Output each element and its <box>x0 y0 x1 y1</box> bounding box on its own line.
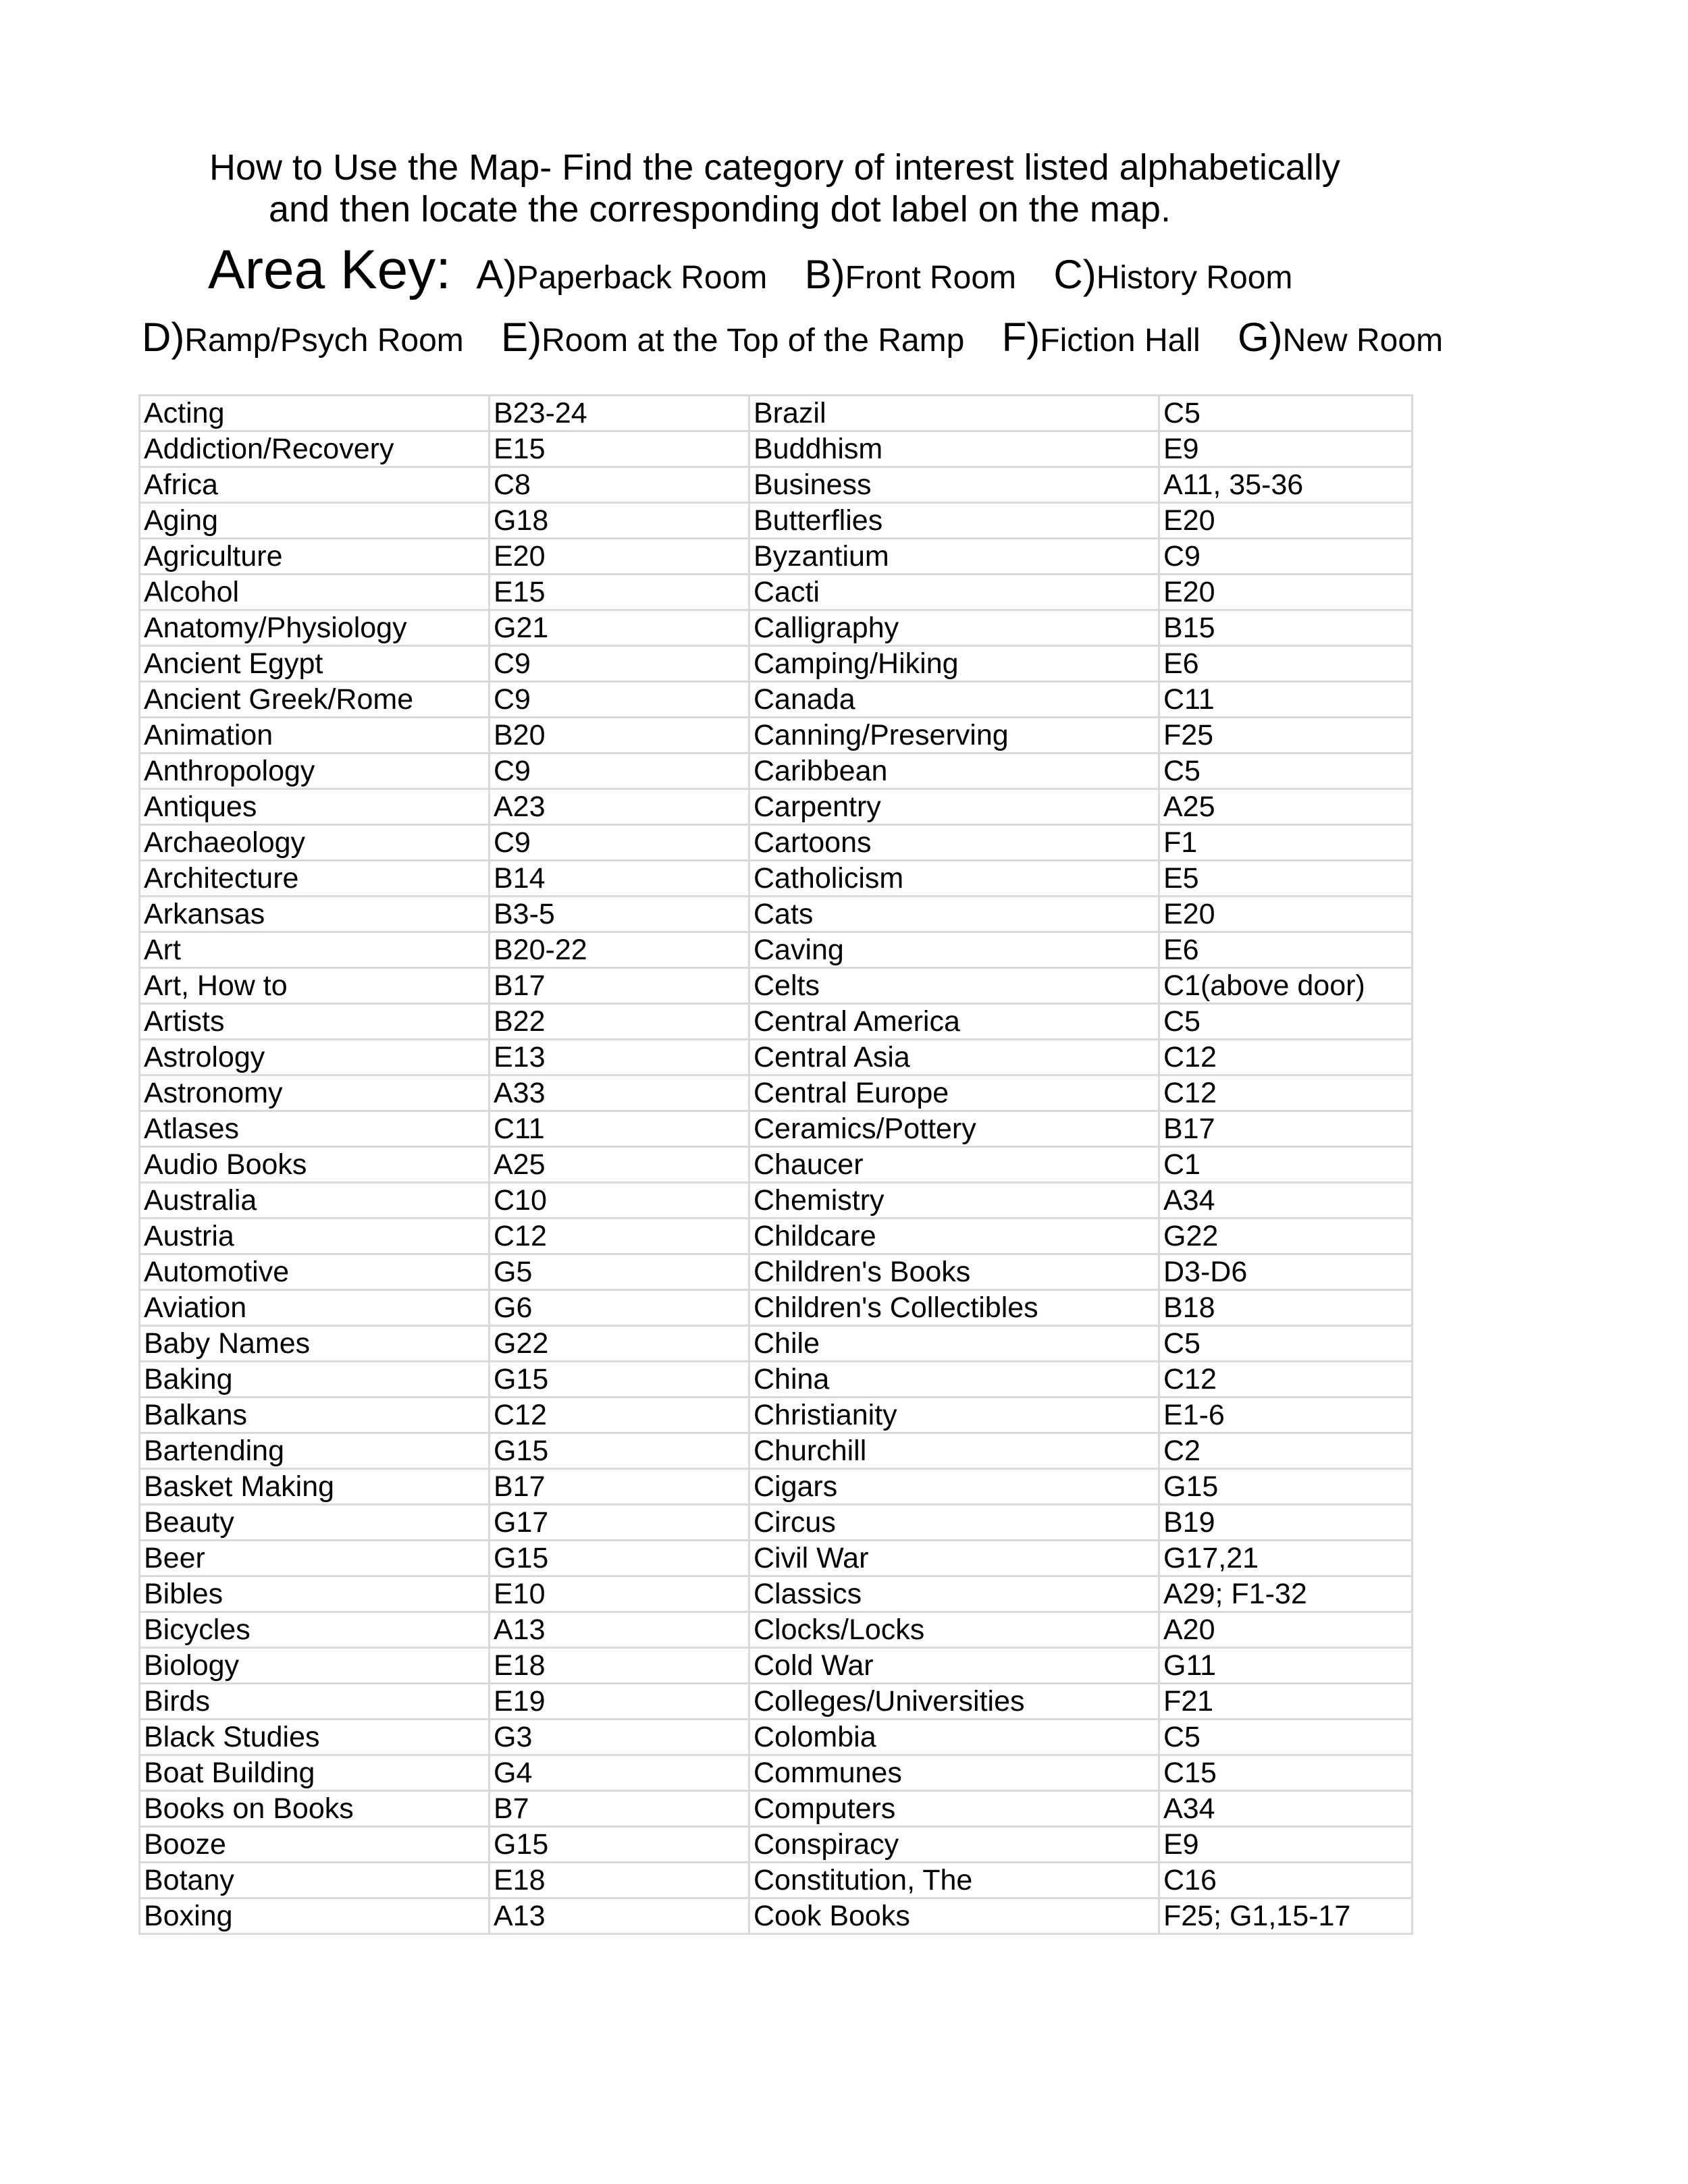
location-cell: A34 <box>1159 1183 1413 1219</box>
location-cell: A33 <box>490 1075 749 1111</box>
area-key-line-1 <box>208 239 1321 305</box>
category-cell: Astronomy <box>140 1075 490 1111</box>
table-row <box>140 753 1413 789</box>
category-cell: Art <box>140 932 490 968</box>
table-row <box>140 897 1413 932</box>
category-cell: Central Europe <box>749 1075 1159 1111</box>
category-cell: Balkans <box>140 1397 490 1433</box>
instructions-line-1: How to Use the Map- Find the category of interest listed alphabetically <box>209 147 1340 188</box>
location-cell: E6 <box>1159 932 1413 968</box>
category-index-body <box>140 396 1413 1934</box>
category-cell: Colleges/Universities <box>749 1684 1159 1720</box>
table-row <box>140 789 1413 825</box>
location-cell: G15 <box>490 1433 749 1469</box>
table-row <box>140 1075 1413 1111</box>
table-row <box>140 1827 1413 1863</box>
location-cell: G22 <box>490 1326 749 1362</box>
category-cell: Catholicism <box>749 861 1159 897</box>
location-cell: G11 <box>1159 1648 1413 1684</box>
location-cell: B14 <box>490 861 749 897</box>
location-cell: A25 <box>490 1147 749 1183</box>
category-cell: Beer <box>140 1541 490 1576</box>
category-cell: Architecture <box>140 861 490 897</box>
category-cell: Central America <box>749 1004 1159 1040</box>
location-cell: G15 <box>490 1362 749 1397</box>
category-cell: Atlases <box>140 1111 490 1147</box>
category-cell: Business <box>749 467 1159 503</box>
category-cell: Butterflies <box>749 503 1159 539</box>
category-cell: Buddhism <box>749 431 1159 467</box>
category-cell: Botany <box>140 1863 490 1898</box>
location-cell: B22 <box>490 1004 749 1040</box>
area-key-room-b: B)Front Room <box>804 252 1017 297</box>
table-row <box>140 861 1413 897</box>
category-cell: Books on Books <box>140 1791 490 1827</box>
category-cell: Brazil <box>749 396 1159 431</box>
table-row <box>140 539 1413 575</box>
category-cell: Arkansas <box>140 897 490 932</box>
table-row <box>140 1720 1413 1755</box>
category-cell: Colombia <box>749 1720 1159 1755</box>
location-cell: C11 <box>1159 682 1413 718</box>
category-cell: Antiques <box>140 789 490 825</box>
category-cell: Communes <box>749 1755 1159 1791</box>
location-cell: C5 <box>1159 396 1413 431</box>
category-cell: Classics <box>749 1576 1159 1612</box>
category-cell: Boxing <box>140 1898 490 1934</box>
location-cell: F1 <box>1159 825 1413 861</box>
location-cell: C9 <box>490 646 749 682</box>
location-cell: B17 <box>1159 1111 1413 1147</box>
table-row <box>140 932 1413 968</box>
location-cell: C9 <box>490 825 749 861</box>
location-cell: A34 <box>1159 1791 1413 1827</box>
category-cell: Audio Books <box>140 1147 490 1183</box>
area-key-room-a: A)Paperback Room <box>476 252 768 297</box>
location-cell: A20 <box>1159 1612 1413 1648</box>
category-cell: Chemistry <box>749 1183 1159 1219</box>
location-cell: A23 <box>490 789 749 825</box>
location-cell: C5 <box>1159 1326 1413 1362</box>
table-row <box>140 1362 1413 1397</box>
location-cell: C12 <box>1159 1362 1413 1397</box>
location-cell: C10 <box>490 1183 749 1219</box>
category-cell: Cats <box>749 897 1159 932</box>
table-row <box>140 1290 1413 1326</box>
location-cell: F25; G1,15-17 <box>1159 1898 1413 1934</box>
category-cell: Baking <box>140 1362 490 1397</box>
table-row <box>140 1147 1413 1183</box>
category-cell: Ancient Greek/Rome <box>140 682 490 718</box>
category-cell: Australia <box>140 1183 490 1219</box>
table-row <box>140 646 1413 682</box>
category-cell: Africa <box>140 467 490 503</box>
category-cell: Cigars <box>749 1469 1159 1505</box>
category-cell: Bibles <box>140 1576 490 1612</box>
location-cell: E15 <box>490 575 749 610</box>
area-key-room-d: D)Ramp/Psych Room <box>142 315 464 360</box>
area-key-room-c: C)History Room <box>1053 252 1293 297</box>
location-cell: G4 <box>490 1755 749 1791</box>
category-cell: Booze <box>140 1827 490 1863</box>
table-row <box>140 431 1413 467</box>
location-cell: B15 <box>1159 610 1413 646</box>
table-row <box>140 1791 1413 1827</box>
location-cell: G17,21 <box>1159 1541 1413 1576</box>
category-cell: Children's Collectibles <box>749 1290 1159 1326</box>
category-cell: Baby Names <box>140 1326 490 1362</box>
location-cell: C9 <box>490 682 749 718</box>
location-cell: G6 <box>490 1290 749 1326</box>
category-cell: Clocks/Locks <box>749 1612 1159 1648</box>
category-cell: Caving <box>749 932 1159 968</box>
table-row <box>140 396 1413 431</box>
category-cell: Aviation <box>140 1290 490 1326</box>
location-cell: E19 <box>490 1684 749 1720</box>
category-cell: Aging <box>140 503 490 539</box>
category-cell: China <box>749 1362 1159 1397</box>
table-row <box>140 610 1413 646</box>
category-index-table <box>138 394 1413 1935</box>
category-cell: Caribbean <box>749 753 1159 789</box>
location-cell: C12 <box>1159 1040 1413 1075</box>
instructions-line-2: and then locate the corresponding dot label on the map. <box>269 189 1171 230</box>
location-cell: E20 <box>1159 575 1413 610</box>
location-cell: C1 <box>1159 1147 1413 1183</box>
table-row <box>140 1111 1413 1147</box>
category-cell: Biology <box>140 1648 490 1684</box>
location-cell: A13 <box>490 1612 749 1648</box>
category-cell: Cacti <box>749 575 1159 610</box>
location-cell: C12 <box>490 1219 749 1254</box>
location-cell: F25 <box>1159 718 1413 753</box>
category-cell: Beauty <box>140 1505 490 1541</box>
table-row <box>140 718 1413 753</box>
category-cell: Christianity <box>749 1397 1159 1433</box>
category-cell: Artists <box>140 1004 490 1040</box>
table-row <box>140 1863 1413 1898</box>
location-cell: E20 <box>1159 897 1413 932</box>
category-cell: Archaeology <box>140 825 490 861</box>
category-cell: Automotive <box>140 1254 490 1290</box>
location-cell: B3-5 <box>490 897 749 932</box>
table-row <box>140 968 1413 1004</box>
location-cell: C1(above door) <box>1159 968 1413 1004</box>
table-row <box>140 503 1413 539</box>
location-cell: C5 <box>1159 753 1413 789</box>
table-row <box>140 1576 1413 1612</box>
location-cell: E1-6 <box>1159 1397 1413 1433</box>
location-cell: C8 <box>490 467 749 503</box>
location-cell: A11, 35-36 <box>1159 467 1413 503</box>
category-cell: Acting <box>140 396 490 431</box>
location-cell: E9 <box>1159 1827 1413 1863</box>
category-cell: Art, How to <box>140 968 490 1004</box>
table-row <box>140 1648 1413 1684</box>
location-cell: G3 <box>490 1720 749 1755</box>
location-cell: A25 <box>1159 789 1413 825</box>
table-row <box>140 1612 1413 1648</box>
category-cell: Boat Building <box>140 1755 490 1791</box>
location-cell: E20 <box>1159 503 1413 539</box>
location-cell: B17 <box>490 968 749 1004</box>
location-cell: C11 <box>490 1111 749 1147</box>
location-cell: A29; F1-32 <box>1159 1576 1413 1612</box>
table-row <box>140 1684 1413 1720</box>
location-cell: E20 <box>490 539 749 575</box>
category-cell: Anthropology <box>140 753 490 789</box>
table-row <box>140 1326 1413 1362</box>
table-row <box>140 682 1413 718</box>
category-cell: Canada <box>749 682 1159 718</box>
category-cell: Bicycles <box>140 1612 490 1648</box>
category-cell: Cold War <box>749 1648 1159 1684</box>
location-cell: C5 <box>1159 1720 1413 1755</box>
location-cell: C12 <box>490 1397 749 1433</box>
location-cell: B20-22 <box>490 932 749 968</box>
table-row <box>140 1898 1413 1934</box>
area-key-room-e: E)Room at the Top of the Ramp <box>501 315 965 360</box>
category-cell: Animation <box>140 718 490 753</box>
table-row <box>140 825 1413 861</box>
table-row <box>140 1541 1413 1576</box>
category-cell: Cook Books <box>749 1898 1159 1934</box>
category-cell: Alcohol <box>140 575 490 610</box>
category-cell: Canning/Preserving <box>749 718 1159 753</box>
location-cell: C9 <box>1159 539 1413 575</box>
location-cell: B7 <box>490 1791 749 1827</box>
location-cell: G17 <box>490 1505 749 1541</box>
category-cell: Austria <box>140 1219 490 1254</box>
table-row <box>140 1505 1413 1541</box>
category-cell: Carpentry <box>749 789 1159 825</box>
location-cell: B20 <box>490 718 749 753</box>
category-cell: Constitution, The <box>749 1863 1159 1898</box>
category-cell: Circus <box>749 1505 1159 1541</box>
location-cell: E13 <box>490 1040 749 1075</box>
table-row <box>140 1755 1413 1791</box>
category-cell: Byzantium <box>749 539 1159 575</box>
category-cell: Basket Making <box>140 1469 490 1505</box>
location-cell: G15 <box>490 1827 749 1863</box>
location-cell: E18 <box>490 1863 749 1898</box>
location-cell: G18 <box>490 503 749 539</box>
location-cell: G22 <box>1159 1219 1413 1254</box>
category-cell: Churchill <box>749 1433 1159 1469</box>
table-row <box>140 575 1413 610</box>
location-cell: C12 <box>1159 1075 1413 1111</box>
location-cell: B17 <box>490 1469 749 1505</box>
category-cell: Camping/Hiking <box>749 646 1159 682</box>
location-cell: G15 <box>490 1541 749 1576</box>
category-cell: Computers <box>749 1791 1159 1827</box>
category-cell: Black Studies <box>140 1720 490 1755</box>
location-cell: G5 <box>490 1254 749 1290</box>
category-cell: Chaucer <box>749 1147 1159 1183</box>
location-cell: C9 <box>490 753 749 789</box>
location-cell: B23-24 <box>490 396 749 431</box>
location-cell: C16 <box>1159 1863 1413 1898</box>
category-cell: Ancient Egypt <box>140 646 490 682</box>
location-cell: C5 <box>1159 1004 1413 1040</box>
location-cell: G21 <box>490 610 749 646</box>
table-row <box>140 1433 1413 1469</box>
category-cell: Childcare <box>749 1219 1159 1254</box>
category-cell: Celts <box>749 968 1159 1004</box>
category-cell: Chile <box>749 1326 1159 1362</box>
table-row <box>140 467 1413 503</box>
location-cell: E5 <box>1159 861 1413 897</box>
table-row <box>140 1469 1413 1505</box>
table-row <box>140 1219 1413 1254</box>
table-row <box>140 1254 1413 1290</box>
category-cell: Children's Books <box>749 1254 1159 1290</box>
location-cell: D3-D6 <box>1159 1254 1413 1290</box>
location-cell: E10 <box>490 1576 749 1612</box>
category-cell: Bartending <box>140 1433 490 1469</box>
category-cell: Calligraphy <box>749 610 1159 646</box>
location-cell: E6 <box>1159 646 1413 682</box>
area-key-title: Area Key: <box>208 239 452 300</box>
location-cell: C2 <box>1159 1433 1413 1469</box>
category-cell: Civil War <box>749 1541 1159 1576</box>
location-cell: E9 <box>1159 431 1413 467</box>
area-key-room-g: G)New Room <box>1238 315 1444 360</box>
category-cell: Central Asia <box>749 1040 1159 1075</box>
category-cell: Birds <box>140 1684 490 1720</box>
area-key-line-2 <box>142 311 1471 368</box>
table-row <box>140 1397 1413 1433</box>
category-cell: Cartoons <box>749 825 1159 861</box>
category-cell: Astrology <box>140 1040 490 1075</box>
location-cell: E15 <box>490 431 749 467</box>
location-cell: B18 <box>1159 1290 1413 1326</box>
location-cell: E18 <box>490 1648 749 1684</box>
location-cell: C15 <box>1159 1755 1413 1791</box>
category-cell: Agriculture <box>140 539 490 575</box>
location-cell: G15 <box>1159 1469 1413 1505</box>
category-cell: Addiction/Recovery <box>140 431 490 467</box>
location-cell: A13 <box>490 1898 749 1934</box>
table-row <box>140 1004 1413 1040</box>
category-cell: Anatomy/Physiology <box>140 610 490 646</box>
location-cell: F21 <box>1159 1684 1413 1720</box>
area-key-room-f: F)Fiction Hall <box>1001 315 1201 360</box>
table-row <box>140 1040 1413 1075</box>
category-cell: Ceramics/Pottery <box>749 1111 1159 1147</box>
table-row <box>140 1183 1413 1219</box>
location-cell: B19 <box>1159 1505 1413 1541</box>
category-cell: Conspiracy <box>749 1827 1159 1863</box>
